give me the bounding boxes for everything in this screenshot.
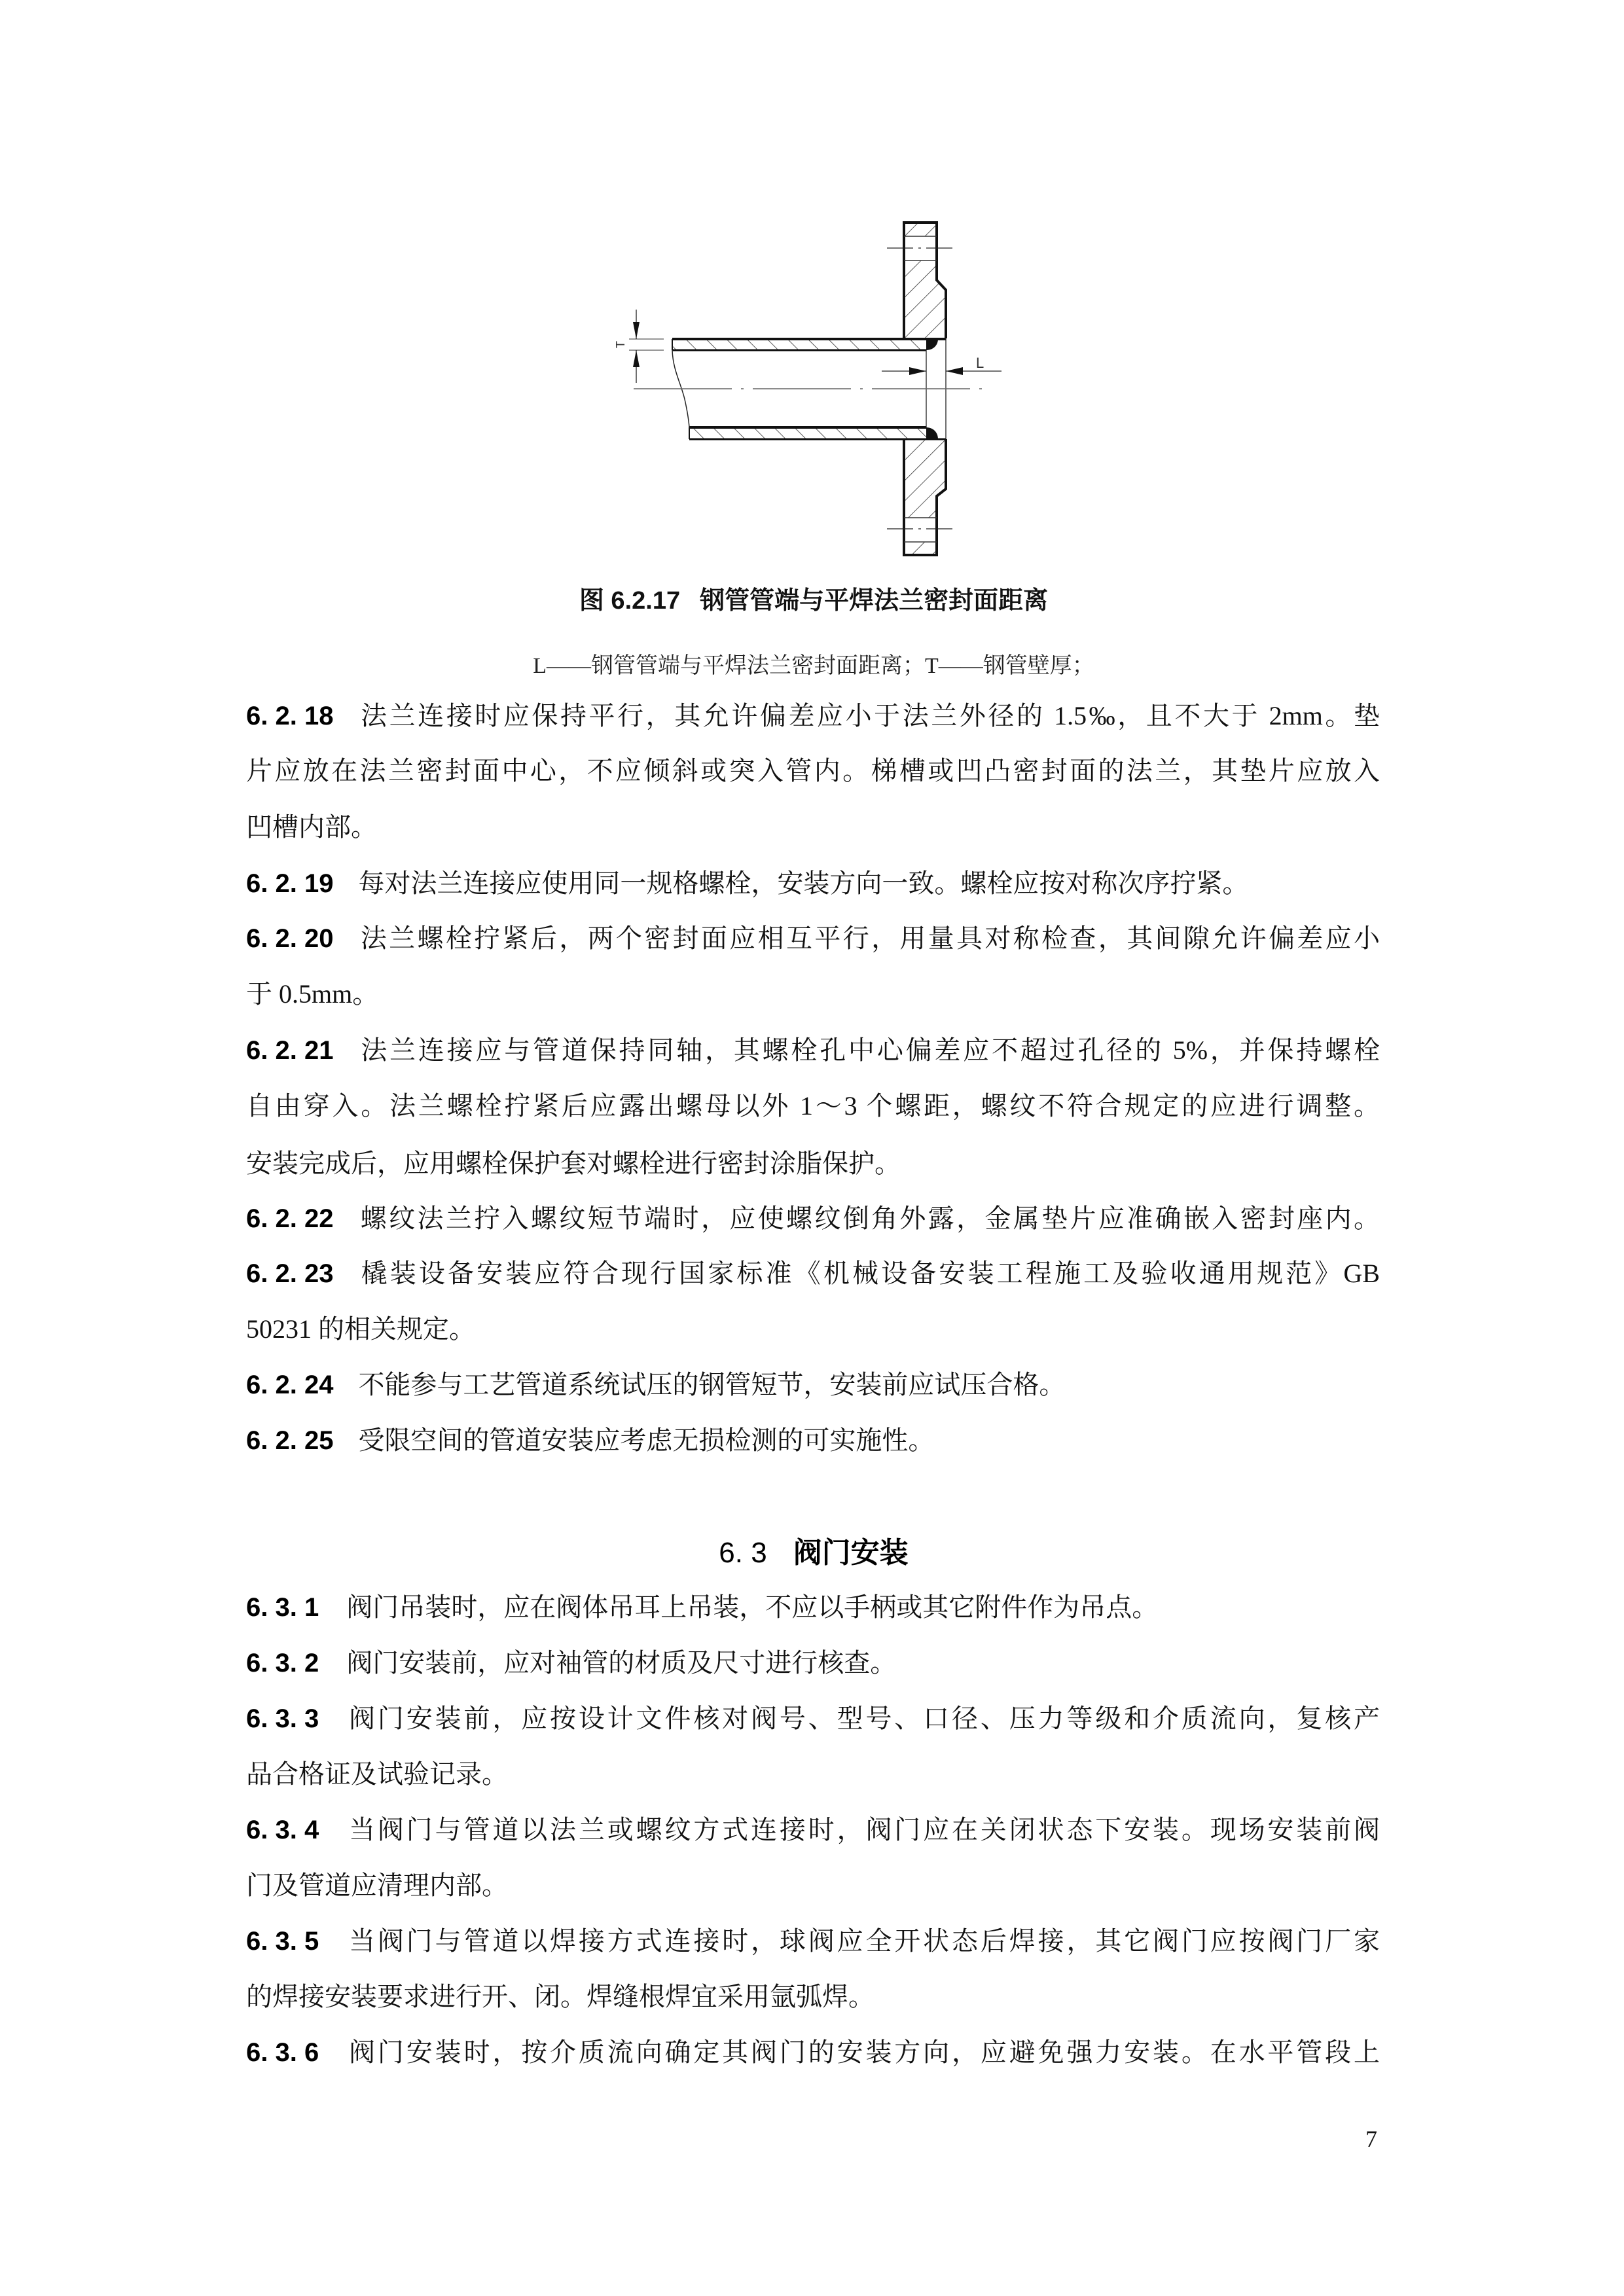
- clause-id: 6. 2. 23: [246, 1259, 334, 1288]
- clause-6-3-2-line-1: [246, 1645, 1380, 1681]
- clause-6-3-3-line-2: [246, 1756, 1380, 1793]
- clause-text: 法兰连接时应保持平行，其允许偏差应小于法兰外径的 1.5‰，且不大于 2mm。垫: [358, 701, 1380, 730]
- clause-6-2-19-line-1: [246, 865, 1380, 902]
- clause-6-2-21-line-1: [246, 1032, 1380, 1069]
- clause-id: 6. 3. 5: [246, 1927, 319, 1956]
- clause-text: 法兰连接应与管道保持同轴，其螺栓孔中心偏差应不超过孔径的 5%，并保持螺栓: [358, 1035, 1380, 1065]
- clause-6-2-20-line-1: [246, 920, 1380, 957]
- clause-text: 的焊接安装要求进行开、闭。焊缝根焊宜采用氩弧焊。: [246, 1982, 875, 2011]
- clause-text: 受限空间的管道安装应考虑无损检测的可实施性。: [358, 1426, 935, 1455]
- clause-text: 阀门安装时，按介质流向确定其阀门的安装方向，应避免强力安装。在水平管段上: [346, 2037, 1380, 2067]
- pipe-flange-diagram: [609, 209, 1015, 576]
- figure-caption: [247, 581, 1380, 620]
- clause-text: 门及管道应清理内部。: [246, 1871, 508, 1900]
- clause-6-2-22-line-1: [246, 1200, 1380, 1237]
- clause-6-2-18-line-2: [246, 753, 1380, 789]
- clause-6-3-4-line-2: [246, 1867, 1380, 1904]
- clause-text: 当阀门与管道以焊接方式连接时，球阀应全开状态后焊接，其它阀门应按阀门厂家: [346, 1926, 1380, 1956]
- clause-text: 品合格证及试验记录。: [246, 1759, 508, 1789]
- clause-6-3-6-line-1: [246, 2034, 1380, 2071]
- weld-lower: [926, 427, 938, 439]
- clause-text: 阀门吊装时，应在阀体吊耳上吊装，不应以手柄或其它附件作为吊点。: [346, 1592, 1159, 1622]
- clause-6-2-24-line-1: [246, 1367, 1380, 1403]
- weld-upper: [926, 339, 938, 350]
- clause-id: 6. 2. 20: [246, 924, 334, 953]
- clause-id: 6. 2. 25: [246, 1426, 334, 1455]
- pipe-wall-lower: [689, 427, 926, 439]
- clause-id: 6. 3. 4: [246, 1816, 319, 1844]
- clause-6-3-5-line-2: [246, 1979, 1380, 2015]
- section-number: 6. 3: [719, 1537, 767, 1569]
- figure-number: 图 6.2.17: [579, 587, 681, 615]
- clause-text: 阀门安装前，应按设计文件核对阀号、型号、口径、压力等级和介质流向，复核产: [346, 1704, 1380, 1733]
- clause-id: 6. 3. 3: [246, 1704, 319, 1733]
- clause-6-3-3-line-1: [246, 1700, 1380, 1737]
- dimension-l-arrow-left: [909, 367, 926, 375]
- section-title: 阀门安装: [793, 1537, 909, 1569]
- clause-6-3-1-line-1: [246, 1589, 1380, 1626]
- clause-6-2-21-line-2: [246, 1088, 1380, 1124]
- flange-upper-body: [904, 260, 946, 338]
- figure-legend: L——钢管管端与平焊法兰密封面距离；T——钢管壁厚；: [533, 654, 1094, 678]
- dimension-t-label: T: [614, 341, 627, 348]
- clause-text: 法兰螺栓拧紧后，两个密封面应相互平行，用量具对称检查，其间隙允许偏差应小: [358, 924, 1380, 953]
- pipe-wall-upper: [672, 339, 926, 350]
- clause-text: 凹槽内部。: [246, 812, 377, 842]
- clause-6-2-20-line-2: [246, 976, 1380, 1013]
- clause-text: 当阀门与管道以法兰或螺纹方式连接时，阀门应在关闭状态下安装。现场安装前阀: [346, 1815, 1380, 1844]
- clause-id: 6. 3. 1: [246, 1593, 319, 1622]
- clause-text: 50231 的相关规定。: [246, 1314, 475, 1344]
- dimension-l-arrow-right: [946, 367, 963, 375]
- section-heading-6-3: [247, 1534, 1380, 1573]
- clause-text: 不能参与工艺管道系统试压的钢管短节，安装前应试压合格。: [358, 1370, 1066, 1399]
- clause-id: 6. 3. 2: [246, 1649, 319, 1677]
- figure-pipe-flange-drawing: [609, 209, 1015, 576]
- clause-id: 6. 3. 6: [246, 2038, 319, 2067]
- clause-id: 6. 2. 21: [246, 1036, 334, 1065]
- clause-id: 6. 2. 18: [246, 702, 334, 730]
- flange-lower-body: [904, 439, 946, 518]
- flange-lower-ring: [904, 542, 937, 555]
- clause-text: 阀门安装前，应对袖管的材质及尺寸进行核查。: [346, 1648, 897, 1677]
- clause-text: 橇装设备安装应符合现行国家标准《机械设备安装工程施工及验收通用规范》GB: [358, 1259, 1380, 1288]
- clause-id: 6. 2. 19: [246, 869, 334, 898]
- dimension-t-arrow-top: [633, 322, 640, 339]
- clause-6-2-23-line-1: [246, 1255, 1380, 1292]
- page-number: 7: [1365, 2126, 1377, 2152]
- clause-6-3-5-line-1: [246, 1923, 1380, 1960]
- clause-6-2-25-line-1: [246, 1422, 1380, 1459]
- clause-6-2-18-line-3: [246, 809, 1380, 846]
- dimension-l-label: L: [976, 355, 984, 371]
- clause-6-2-21-line-3: [246, 1145, 1380, 1182]
- clause-text: 于 0.5mm。: [246, 979, 379, 1009]
- clause-6-2-18-line-1: [246, 698, 1380, 734]
- figure-title: 钢管管端与平焊法兰密封面距离: [700, 587, 1049, 615]
- dimension-t-arrow-bottom: [633, 350, 640, 367]
- clause-text: 自由穿入。法兰螺栓拧紧后应露出螺母以外 1～3 个螺距，螺纹不符合规定的应进行调整。: [246, 1091, 1380, 1121]
- clause-text: 每对法兰连接应使用同一规格螺栓，安装方向一致。螺栓应按对称次序拧紧。: [358, 869, 1249, 898]
- clause-text: 螺纹法兰拧入螺纹短节端时，应使螺纹倒角外露，金属垫片应准确嵌入密封座内。: [358, 1204, 1380, 1233]
- clause-id: 6. 2. 22: [246, 1204, 334, 1233]
- clause-6-3-4-line-1: [246, 1812, 1380, 1848]
- clause-6-2-23-line-2: [246, 1311, 1380, 1348]
- clause-text: 片应放在法兰密封面中心，不应倾斜或突入管内。梯槽或凹凸密封面的法兰，其垫片应放入: [246, 756, 1380, 785]
- clause-id: 6. 2. 24: [246, 1371, 334, 1399]
- flange-upper-ring: [904, 223, 937, 236]
- clause-text: 安装完成后，应用螺栓保护套对螺栓进行密封涂脂保护。: [246, 1149, 901, 1178]
